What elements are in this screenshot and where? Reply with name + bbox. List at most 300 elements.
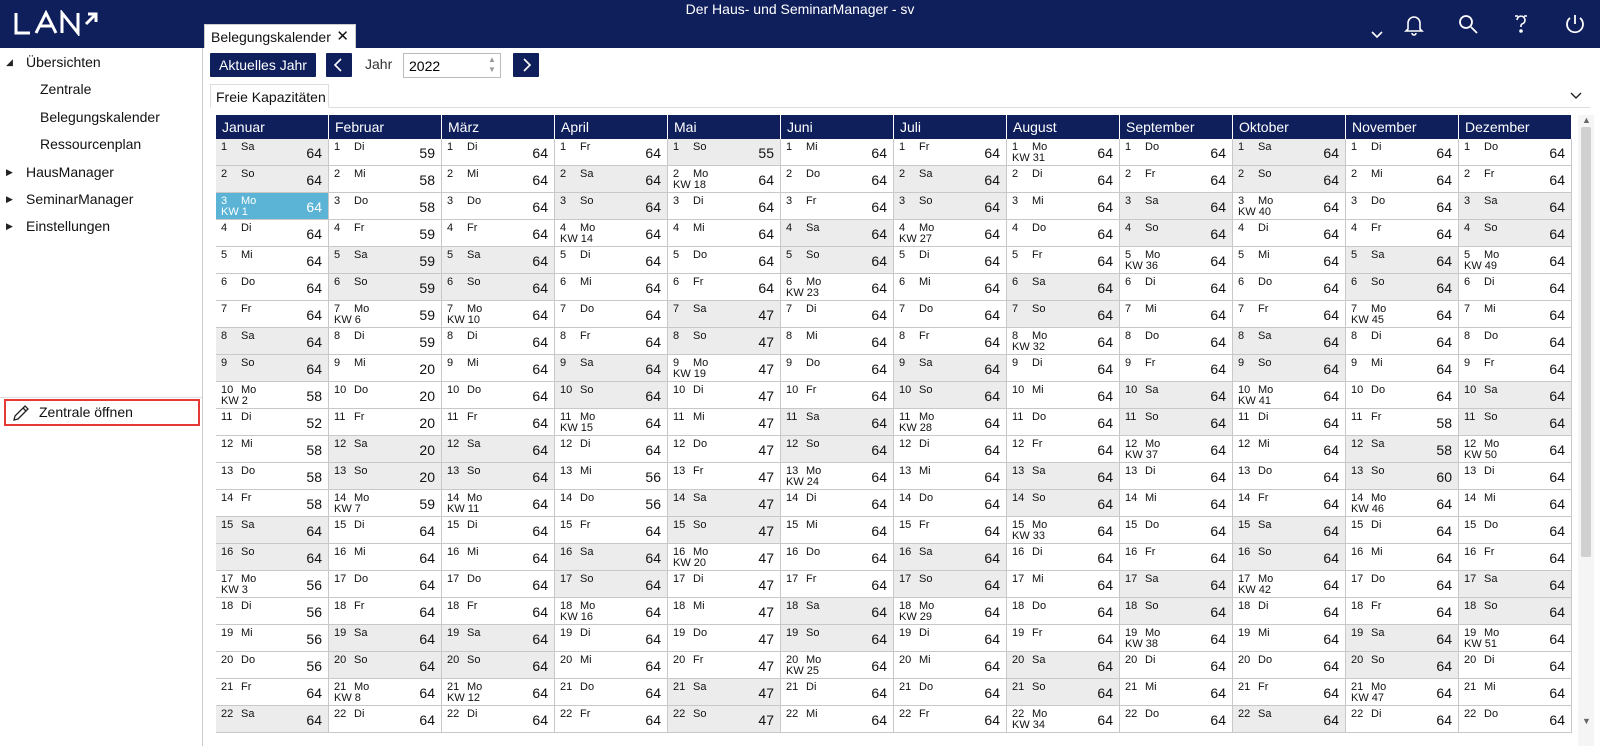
free-capacity: 64 (532, 334, 548, 350)
calendar-day-cell[interactable] (329, 409, 442, 436)
calendar-day-cell[interactable] (668, 139, 781, 166)
current-year-button[interactable]: Aktuelles Jahr (210, 53, 316, 77)
calendar-day-cell[interactable] (894, 274, 1007, 301)
triangle-collapsed-icon[interactable]: ▶ (6, 167, 13, 177)
calendar-day-cell[interactable] (216, 706, 329, 733)
calendar-day-cell[interactable] (1007, 652, 1120, 679)
calendar-day-cell[interactable] (1120, 409, 1233, 436)
calendar-day-cell[interactable] (216, 409, 329, 436)
calendar-day-cell[interactable] (668, 355, 781, 382)
calendar-day-cell[interactable] (1459, 652, 1572, 679)
calendar-day-cell[interactable] (1346, 166, 1459, 193)
calendar-day-cell[interactable] (1459, 544, 1572, 571)
calendar-day-cell[interactable] (442, 328, 555, 355)
calendar-day-cell[interactable] (1007, 328, 1120, 355)
calendar-day-cell[interactable] (668, 463, 781, 490)
calendar-day-cell[interactable] (1459, 355, 1572, 382)
calendar-day-cell[interactable] (1233, 436, 1346, 463)
calendar-day-cell[interactable] (1233, 274, 1346, 301)
calendar-day-cell[interactable] (216, 463, 329, 490)
calendar-day-cell[interactable] (1346, 490, 1459, 517)
calendar-day-cell[interactable] (1346, 193, 1459, 220)
calendar-day-cell[interactable] (894, 517, 1007, 544)
chevron-down-icon[interactable] (1568, 88, 1584, 104)
calendar-day-cell[interactable] (894, 166, 1007, 193)
calendar-day-cell[interactable] (1120, 598, 1233, 625)
calendar-day-cell[interactable] (555, 679, 668, 706)
calendar-day-cell[interactable] (1459, 598, 1572, 625)
calendar-day-cell[interactable] (1459, 625, 1572, 652)
calendar-day-cell[interactable] (1120, 220, 1233, 247)
calendar-day-cell[interactable] (329, 490, 442, 517)
calendar-day-cell[interactable] (1233, 490, 1346, 517)
calendar-day-cell[interactable] (1233, 571, 1346, 598)
calendar-day-cell[interactable] (1233, 382, 1346, 409)
triangle-expanded-icon[interactable]: ◢ (6, 57, 13, 67)
calendar-day-cell[interactable] (442, 463, 555, 490)
calendar-day-cell[interactable] (555, 598, 668, 625)
calendar-day-cell[interactable] (329, 382, 442, 409)
calendar-day-cell[interactable] (442, 436, 555, 463)
calendar-day-cell[interactable] (442, 247, 555, 274)
calendar-day-cell[interactable] (1233, 544, 1346, 571)
triangle-collapsed-icon[interactable]: ▶ (6, 221, 13, 231)
calendar-day-cell[interactable] (668, 436, 781, 463)
calendar-day-cell[interactable] (781, 193, 894, 220)
calendar-day-cell[interactable] (1120, 679, 1233, 706)
calendar-day-cell[interactable] (894, 571, 1007, 598)
calendar-day-cell[interactable] (1007, 706, 1120, 733)
close-icon[interactable]: ✕ (336, 28, 349, 45)
calendar-day-cell[interactable] (1007, 679, 1120, 706)
day-number: 10 (560, 384, 573, 396)
calendar-day-cell[interactable] (1346, 544, 1459, 571)
calendar-day-cell[interactable] (894, 139, 1007, 166)
calendar-day-cell[interactable] (216, 544, 329, 571)
calendar-day-cell[interactable] (1233, 652, 1346, 679)
calendar-day-cell[interactable] (442, 625, 555, 652)
calendar-day-cell[interactable] (1459, 139, 1572, 166)
calendar-day-cell[interactable] (216, 571, 329, 598)
calendar-day-cell[interactable] (1007, 490, 1120, 517)
calendar-week: KW 12 (447, 692, 481, 704)
triangle-collapsed-icon[interactable]: ▶ (6, 194, 13, 204)
calendar-day-cell[interactable] (668, 544, 781, 571)
calendar-day-cell[interactable] (1459, 463, 1572, 490)
calendar-day-cell[interactable] (329, 625, 442, 652)
calendar-day-cell[interactable] (216, 274, 329, 301)
calendar-day-cell[interactable] (555, 193, 668, 220)
calendar-day-cell[interactable] (1233, 598, 1346, 625)
calendar-day-cell[interactable] (555, 274, 668, 301)
calendar-day-cell[interactable] (781, 247, 894, 274)
scroll-up-icon[interactable]: ▲ (1582, 115, 1591, 125)
calendar-day-cell[interactable] (894, 679, 1007, 706)
help-icon[interactable] (1509, 12, 1533, 36)
calendar-day-cell[interactable] (668, 274, 781, 301)
calendar-day-cell[interactable] (216, 625, 329, 652)
calendar-day-cell[interactable] (1459, 193, 1572, 220)
day-number: 5 (221, 249, 228, 261)
calendar-day-cell[interactable] (1120, 301, 1233, 328)
calendar-day-cell[interactable] (216, 328, 329, 355)
calendar-day-cell[interactable] (216, 247, 329, 274)
calendar-day-cell[interactable] (1120, 274, 1233, 301)
calendar-day-cell[interactable] (1007, 409, 1120, 436)
calendar-day-cell[interactable] (1346, 382, 1459, 409)
calendar-day-cell[interactable] (1233, 679, 1346, 706)
calendar-day-cell[interactable] (1346, 571, 1459, 598)
calendar-day-cell[interactable] (329, 571, 442, 598)
next-year-button[interactable] (513, 53, 539, 77)
calendar-day-cell[interactable] (329, 517, 442, 544)
calendar-day-cell[interactable] (329, 463, 442, 490)
calendar-day-cell[interactable] (781, 328, 894, 355)
calendar-day-cell[interactable] (668, 598, 781, 625)
calendar-day-cell[interactable] (894, 490, 1007, 517)
calendar-day-cell[interactable] (1233, 166, 1346, 193)
calendar-day-cell[interactable] (668, 571, 781, 598)
calendar-day-cell[interactable] (442, 706, 555, 733)
calendar-day-cell[interactable] (1233, 706, 1346, 733)
calendar-day-cell[interactable] (555, 625, 668, 652)
calendar-day-cell[interactable] (329, 220, 442, 247)
search-icon[interactable] (1456, 12, 1480, 36)
calendar-day-cell[interactable] (555, 490, 668, 517)
calendar-day-cell[interactable] (216, 139, 329, 166)
power-icon[interactable] (1563, 12, 1587, 36)
calendar-day-cell[interactable] (1120, 166, 1233, 193)
calendar-day-cell[interactable] (442, 355, 555, 382)
calendar-day-cell[interactable] (894, 598, 1007, 625)
free-capacity: 64 (1097, 226, 1113, 242)
calendar-day-cell[interactable] (781, 139, 894, 166)
day-number: 7 (899, 303, 906, 315)
calendar-day-cell[interactable] (442, 490, 555, 517)
calendar-day-cell[interactable] (216, 301, 329, 328)
calendar-day-cell[interactable] (781, 166, 894, 193)
calendar-day-cell[interactable] (894, 355, 1007, 382)
calendar-day-cell[interactable] (216, 517, 329, 544)
calendar-day-cell[interactable] (555, 355, 668, 382)
free-capacity: 64 (645, 145, 661, 161)
calendar-day-cell[interactable] (1007, 625, 1120, 652)
calendar-day-cell[interactable] (894, 247, 1007, 274)
calendar-day-cell[interactable] (1007, 517, 1120, 544)
calendar-day-cell[interactable] (1346, 598, 1459, 625)
calendar-day-cell[interactable] (668, 706, 781, 733)
calendar-day-cell[interactable] (1120, 652, 1233, 679)
calendar-day-cell[interactable] (329, 301, 442, 328)
calendar-day-cell[interactable] (555, 166, 668, 193)
calendar-day-cell[interactable] (668, 625, 781, 652)
calendar-day-cell[interactable] (1346, 247, 1459, 274)
calendar-day-cell[interactable] (781, 517, 894, 544)
calendar-day-cell[interactable] (1007, 301, 1120, 328)
calendar-day-cell[interactable] (1459, 301, 1572, 328)
calendar-day-cell[interactable] (1007, 193, 1120, 220)
calendar-day-cell[interactable] (1459, 517, 1572, 544)
year-spinner-icon[interactable]: ▲ ▼ (488, 55, 496, 74)
calendar-day-cell[interactable] (1346, 679, 1459, 706)
calendar-day-cell[interactable] (329, 328, 442, 355)
calendar-day-cell[interactable] (555, 652, 668, 679)
calendar-day-cell[interactable] (329, 679, 442, 706)
calendar-day-cell[interactable] (216, 166, 329, 193)
calendar-day-cell[interactable] (329, 166, 442, 193)
calendar-day-cell[interactable] (555, 301, 668, 328)
calendar-week: KW 49 (1464, 260, 1498, 272)
calendar-day-cell[interactable] (555, 247, 668, 274)
calendar-day-cell[interactable] (1233, 355, 1346, 382)
calendar-day-cell[interactable] (1007, 436, 1120, 463)
calendar-day-cell[interactable] (1120, 355, 1233, 382)
calendar-day-cell[interactable] (1346, 706, 1459, 733)
calendar-day-cell[interactable] (1346, 517, 1459, 544)
calendar-day-cell[interactable] (216, 355, 329, 382)
calendar-day-cell[interactable] (894, 652, 1007, 679)
calendar-day-cell[interactable] (216, 679, 329, 706)
calendar-day-cell[interactable] (442, 166, 555, 193)
calendar-day-cell[interactable] (894, 436, 1007, 463)
calendar-day-cell[interactable] (442, 571, 555, 598)
calendar-day-cell[interactable] (1346, 328, 1459, 355)
calendar-day-cell[interactable] (442, 220, 555, 247)
calendar-day-cell[interactable] (1459, 490, 1572, 517)
calendar-day-cell[interactable] (781, 706, 894, 733)
calendar-day-cell[interactable] (1120, 571, 1233, 598)
calendar-day-cell[interactable] (894, 220, 1007, 247)
calendar-day-cell[interactable] (668, 220, 781, 247)
calendar-day-cell[interactable] (216, 490, 329, 517)
calendar-day-cell[interactable] (894, 193, 1007, 220)
calendar-day-cell[interactable] (668, 328, 781, 355)
calendar-day-cell[interactable] (781, 625, 894, 652)
calendar-day-cell[interactable] (668, 652, 781, 679)
calendar-day-cell[interactable] (329, 436, 442, 463)
calendar-day-cell[interactable] (329, 544, 442, 571)
calendar-day-cell[interactable] (1120, 139, 1233, 166)
calendar-day-cell[interactable] (216, 220, 329, 247)
calendar-day-cell[interactable] (555, 409, 668, 436)
bell-icon[interactable] (1402, 12, 1426, 36)
calendar-day-cell[interactable] (1459, 220, 1572, 247)
calendar-day-cell[interactable] (442, 301, 555, 328)
calendar-day-cell[interactable] (1007, 247, 1120, 274)
tab-freie-kapazitaeten[interactable]: Freie Kapazitäten (210, 84, 329, 108)
calendar-day-cell[interactable] (668, 166, 781, 193)
calendar-day-cell[interactable] (216, 193, 329, 220)
tab-belegungskalender[interactable] (204, 24, 356, 48)
free-capacity: 64 (1210, 631, 1226, 647)
calendar-day-cell[interactable] (442, 139, 555, 166)
calendar-day-cell[interactable] (555, 328, 668, 355)
day-number: 5 (560, 249, 567, 261)
calendar-day-cell[interactable] (1459, 436, 1572, 463)
calendar-day-cell[interactable] (1007, 274, 1120, 301)
calendar-day-cell[interactable] (894, 544, 1007, 571)
calendar-day-cell[interactable] (1346, 409, 1459, 436)
calendar-day-cell[interactable] (1459, 247, 1572, 274)
weekday: Fr (241, 492, 252, 504)
calendar-day-cell[interactable] (1120, 490, 1233, 517)
calendar-day-cell[interactable] (1120, 193, 1233, 220)
calendar-day-cell[interactable] (1233, 301, 1346, 328)
calendar-day-cell[interactable] (668, 679, 781, 706)
calendar-day-cell[interactable] (668, 193, 781, 220)
calendar-day-cell[interactable] (781, 571, 894, 598)
calendar-day-cell[interactable] (1233, 517, 1346, 544)
calendar-day-cell[interactable] (1007, 544, 1120, 571)
calendar-day-cell[interactable] (1233, 247, 1346, 274)
calendar-day-cell[interactable] (894, 706, 1007, 733)
free-capacity: 64 (1323, 523, 1339, 539)
calendar-day-cell[interactable] (442, 544, 555, 571)
calendar-day-cell[interactable] (442, 409, 555, 436)
calendar-day-cell[interactable] (216, 598, 329, 625)
calendar-day-cell[interactable] (1346, 355, 1459, 382)
calendar-day-cell[interactable] (1120, 463, 1233, 490)
calendar-day-cell[interactable] (668, 301, 781, 328)
calendar-day-cell[interactable] (329, 139, 442, 166)
vertical-scrollbar[interactable] (1578, 115, 1594, 746)
calendar-day-cell[interactable] (1346, 436, 1459, 463)
scroll-thumb[interactable] (1581, 127, 1591, 557)
calendar-day-cell[interactable] (1120, 382, 1233, 409)
calendar-day-cell[interactable] (781, 355, 894, 382)
calendar-day-cell[interactable] (1120, 517, 1233, 544)
calendar-day-cell[interactable] (1233, 139, 1346, 166)
calendar-day-cell[interactable] (555, 139, 668, 166)
calendar-day-cell[interactable] (1120, 544, 1233, 571)
calendar-day-cell[interactable] (555, 517, 668, 544)
calendar-day-cell[interactable] (329, 274, 442, 301)
calendar-day-cell[interactable] (781, 301, 894, 328)
calendar-day-cell[interactable] (1346, 220, 1459, 247)
calendar-day-cell[interactable] (1007, 571, 1120, 598)
calendar-day-cell[interactable] (555, 544, 668, 571)
calendar-day-cell[interactable] (1346, 274, 1459, 301)
calendar-day-cell[interactable] (329, 652, 442, 679)
calendar-day-cell[interactable] (442, 517, 555, 544)
calendar-day-cell[interactable] (1346, 652, 1459, 679)
calendar-day-cell[interactable] (216, 436, 329, 463)
calendar-day-cell[interactable] (442, 274, 555, 301)
calendar-day-cell[interactable] (1007, 598, 1120, 625)
calendar-day-cell[interactable] (1459, 274, 1572, 301)
calendar-day-cell[interactable] (1459, 571, 1572, 598)
calendar-day-cell[interactable] (781, 652, 894, 679)
calendar-day-cell[interactable] (555, 220, 668, 247)
calendar-day-cell[interactable] (781, 220, 894, 247)
calendar-day-cell[interactable] (1346, 463, 1459, 490)
calendar-day-cell[interactable] (1233, 220, 1346, 247)
calendar-day-cell[interactable] (555, 382, 668, 409)
calendar-day-cell[interactable] (442, 193, 555, 220)
calendar-day-cell[interactable] (216, 382, 329, 409)
calendar-day-cell[interactable] (894, 301, 1007, 328)
calendar-day-cell[interactable] (1346, 301, 1459, 328)
calendar-day-cell[interactable] (668, 409, 781, 436)
calendar-day-cell[interactable] (1007, 355, 1120, 382)
calendar-day-cell[interactable] (781, 463, 894, 490)
calendar-day-cell[interactable] (329, 355, 442, 382)
calendar-day-cell[interactable] (1346, 625, 1459, 652)
calendar-day-cell[interactable] (216, 652, 329, 679)
calendar-day-cell[interactable] (894, 463, 1007, 490)
calendar-day-cell[interactable] (442, 679, 555, 706)
chevron-down-icon[interactable] (1370, 28, 1384, 42)
calendar-day-cell[interactable] (555, 706, 668, 733)
calendar-day-cell[interactable] (555, 463, 668, 490)
calendar-day-cell[interactable] (668, 490, 781, 517)
calendar-day-cell[interactable] (781, 409, 894, 436)
calendar-day-cell[interactable] (668, 382, 781, 409)
calendar-day-cell[interactable] (1459, 382, 1572, 409)
calendar-day-cell[interactable] (1007, 382, 1120, 409)
calendar-day-cell[interactable] (1459, 166, 1572, 193)
previous-year-button[interactable] (326, 53, 352, 77)
calendar-day-cell[interactable] (781, 490, 894, 517)
calendar-day-cell[interactable] (1233, 328, 1346, 355)
calendar-day-cell[interactable] (781, 544, 894, 571)
calendar-day-cell[interactable] (1007, 139, 1120, 166)
open-central-button[interactable] (4, 399, 200, 426)
calendar-day-cell[interactable] (781, 382, 894, 409)
calendar-day-cell[interactable] (1233, 409, 1346, 436)
calendar-day-cell[interactable] (442, 652, 555, 679)
calendar-day-cell[interactable] (781, 679, 894, 706)
calendar-day-cell[interactable] (1233, 463, 1346, 490)
calendar-day-cell[interactable] (894, 409, 1007, 436)
calendar-day-cell[interactable] (555, 571, 668, 598)
calendar-day-cell[interactable] (442, 382, 555, 409)
calendar-day-cell[interactable] (1120, 625, 1233, 652)
calendar-day-cell[interactable] (1120, 247, 1233, 274)
calendar-day-cell[interactable] (668, 247, 781, 274)
calendar-day-cell[interactable] (442, 598, 555, 625)
calendar-day-cell[interactable] (894, 328, 1007, 355)
free-capacity: 64 (1323, 604, 1339, 620)
calendar-day-cell[interactable] (329, 193, 442, 220)
calendar-day-cell[interactable] (555, 436, 668, 463)
calendar-day-cell[interactable] (1459, 409, 1572, 436)
calendar-day-cell[interactable] (781, 436, 894, 463)
calendar-day-cell[interactable] (1007, 166, 1120, 193)
calendar-day-cell[interactable] (1233, 193, 1346, 220)
calendar-day-cell[interactable] (1120, 328, 1233, 355)
calendar-day-cell[interactable] (1459, 706, 1572, 733)
calendar-day-cell[interactable] (1007, 220, 1120, 247)
day-number: 5 (1238, 249, 1245, 261)
calendar-day-cell[interactable] (329, 706, 442, 733)
calendar-day-cell[interactable] (329, 247, 442, 274)
calendar-day-cell[interactable] (1007, 463, 1120, 490)
calendar-day-cell[interactable] (1120, 706, 1233, 733)
calendar-day-cell[interactable] (668, 517, 781, 544)
calendar-day-cell[interactable] (894, 382, 1007, 409)
calendar-day-cell[interactable] (1459, 679, 1572, 706)
calendar-day-cell[interactable] (1459, 328, 1572, 355)
calendar-day-cell[interactable] (1233, 625, 1346, 652)
calendar-day-cell[interactable] (1346, 139, 1459, 166)
calendar-day-cell[interactable] (894, 625, 1007, 652)
calendar-day-cell[interactable] (781, 274, 894, 301)
scroll-down-icon[interactable]: ▼ (1582, 716, 1591, 726)
calendar-day-cell[interactable] (781, 598, 894, 625)
calendar-day-cell[interactable] (329, 598, 442, 625)
calendar-day-cell[interactable] (1120, 436, 1233, 463)
